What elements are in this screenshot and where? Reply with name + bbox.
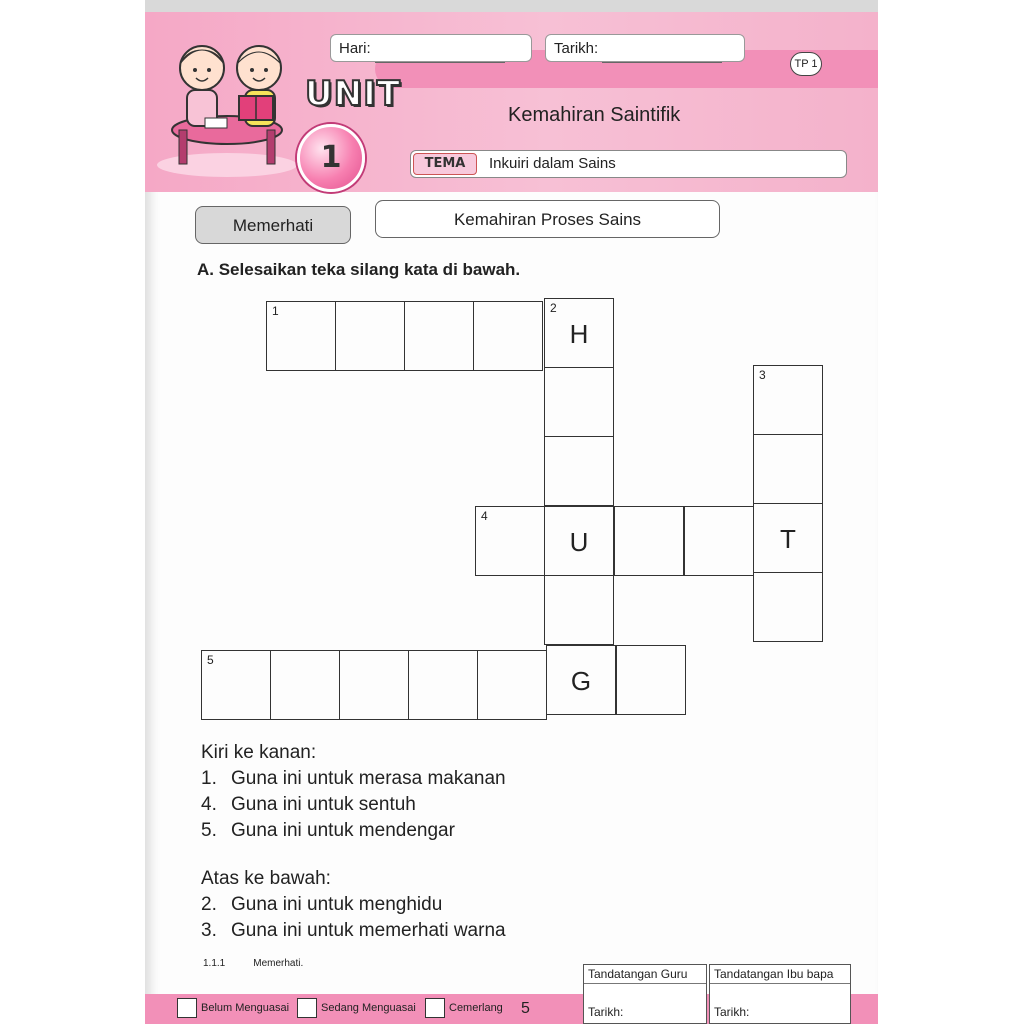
crossword-cell[interactable] [404,301,474,371]
standard-label: Memerhati. [253,958,304,969]
across-heading: Kiri ke kanan: [201,742,317,763]
clue-spacer [201,844,506,866]
crossword-cell[interactable] [546,645,616,715]
hari-field[interactable] [330,34,532,62]
learning-standard [203,958,331,969]
clue-text: Guna ini untuk mendengar [231,820,455,841]
tema-tag: TEMA [413,153,477,175]
worksheet-page [145,0,878,1024]
legend-label: Belum Menguasai [201,1002,290,1014]
standard-code: 1.1.1 [203,958,226,969]
kids-reading-illustration [157,30,307,180]
legend-belum[interactable] [177,998,289,1018]
clue-num: 4. [201,794,217,815]
tema-text: Inkuiri dalam Sains [489,155,616,172]
crossword-cell[interactable] [201,650,271,720]
unit-word: UNIT [305,74,401,114]
clue-number-4: 4 [481,509,488,523]
clue-number-3: 3 [759,368,766,382]
crossword-cell[interactable] [339,650,409,720]
clue-num: 1. [201,768,217,789]
crossword-cell[interactable] [544,298,614,368]
crossword-cell[interactable] [753,572,823,642]
sign-guru-label: Tandatangan Guru [584,965,706,984]
memerhati-pill: Memerhati [195,206,351,244]
across-clue-5 [201,818,506,844]
down-clue-2 [201,892,506,918]
unit-number: 1 [320,140,342,175]
checkbox-belum[interactable] [177,998,197,1018]
crossword-cell[interactable] [544,575,614,645]
clue-number-2: 2 [550,301,557,315]
proses-sains-pill: Kemahiran Proses Sains [375,200,720,238]
unit-circle [297,124,365,192]
sign-ibubapa-label: Tandatangan Ibu bapa [710,965,850,984]
clue-text: Guna ini untuk menghidu [231,894,443,915]
checkbox-cemerlang[interactable] [425,998,445,1018]
page-number: 5 [521,1000,530,1017]
hari-line [375,44,505,63]
crossword-cell[interactable] [684,506,754,576]
tema-box [410,150,847,178]
crossword-cell[interactable] [270,650,340,720]
crossword-cell[interactable] [753,434,823,504]
tarikh-label: Tarikh: [554,40,599,57]
sign-box-ibubapa[interactable] [709,964,851,1024]
clue-text: Guna ini untuk sentuh [231,794,416,815]
crossword-cell[interactable] [544,367,614,437]
letter-h: H [569,319,589,349]
checkbox-sedang[interactable] [297,998,317,1018]
letter-u: U [569,527,589,557]
hari-label: Hari: [339,40,371,57]
crossword-cell[interactable] [473,301,543,371]
legend-label: Sedang Menguasai [321,1002,416,1014]
down-heading: Atas ke bawah: [201,868,331,889]
clues-section [201,740,506,944]
instruction-text: A. Selesaikan teka silang kata di bawah. [197,260,521,279]
down-clue-3 [201,918,506,944]
legend-sedang[interactable] [297,998,416,1018]
clue-text: Guna ini untuk merasa makanan [231,768,506,789]
crossword-cell[interactable] [544,506,614,576]
clue-number-1: 1 [272,304,279,318]
page-title: Kemahiran Saintifik [508,104,681,126]
clue-num: 5. [201,820,217,841]
sign-guru-tarikh: Tarikh: [588,1005,624,1019]
tarikh-line [602,44,722,63]
crossword-cell[interactable] [477,650,547,720]
tp-badge: TP 1 [790,52,822,76]
crossword-cell[interactable] [614,506,684,576]
clue-num: 3. [201,920,217,941]
crossword-cell[interactable] [753,503,823,573]
legend-label: Cemerlang [449,1002,503,1014]
crossword-cell[interactable] [475,506,545,576]
crossword-cell[interactable] [544,436,614,506]
across-clue-1 [201,766,506,792]
crossword-cell[interactable] [616,645,686,715]
sign-ibubapa-tarikh: Tarikh: [714,1005,750,1019]
letter-g: G [570,666,592,696]
clue-number-5: 5 [207,653,214,667]
top-edge [145,0,878,12]
legend-cemerlang[interactable] [425,998,503,1018]
crossword-cell[interactable] [335,301,405,371]
sign-box-guru[interactable] [583,964,707,1024]
crossword-cell[interactable] [408,650,478,720]
clue-text: Guna ini untuk memerhati warna [231,920,506,941]
letter-t: T [780,524,796,554]
across-clue-4 [201,792,506,818]
crossword-cell[interactable] [753,365,823,435]
clue-num: 2. [201,894,217,915]
tarikh-field[interactable] [545,34,745,62]
crossword-cell[interactable] [266,301,336,371]
